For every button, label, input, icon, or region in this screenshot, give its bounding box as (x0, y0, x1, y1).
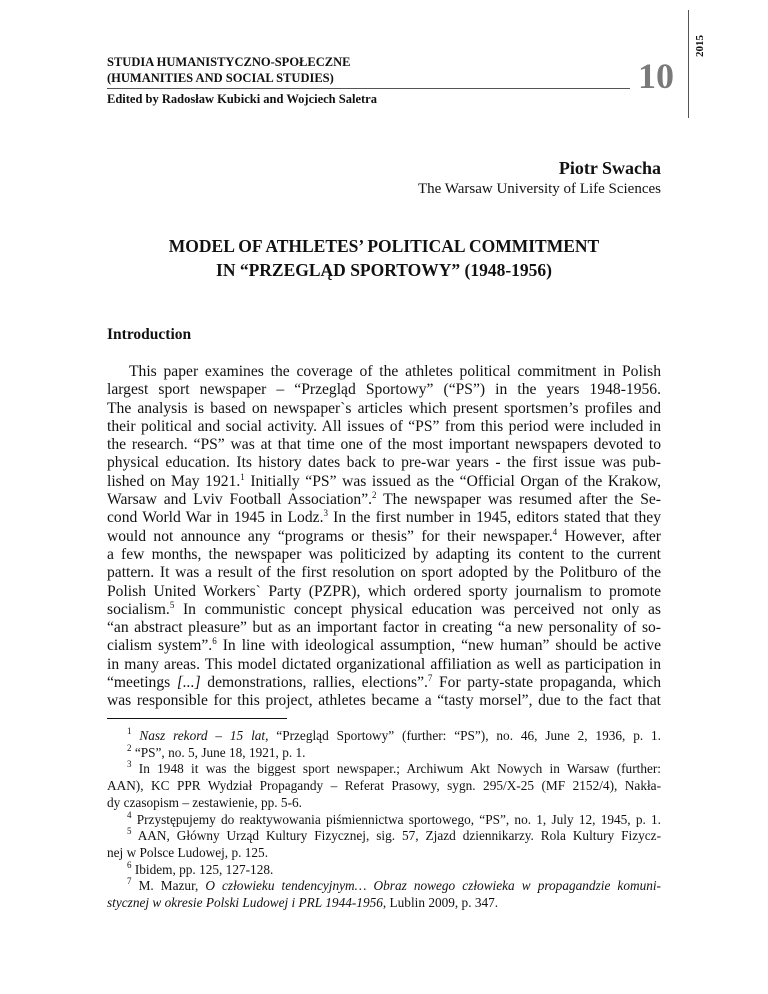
footnote-ref: 5 (169, 599, 175, 610)
author-affiliation: The Warsaw University of Life Sciences (417, 181, 661, 197)
body-line: physical education. Its history dates back to pre-war years - the first issue was pub- (107, 454, 661, 472)
footnote-ref: 1 (240, 471, 245, 482)
footnote-1 (107, 728, 661, 745)
footnote-text: In 1948 it was the biggest sport newspaper.; Archiwum Akt Nowych in Warsaw (further: (138, 761, 661, 777)
footnote-2 (107, 742, 661, 762)
footnote-7-cont (107, 895, 661, 912)
footnote-number: 3 (127, 759, 132, 770)
text-run: For party-state propaganda, which (432, 674, 661, 692)
text-run: Initially “PS” was issued as the “Official Organ of the Krakow, (244, 472, 661, 490)
text-run: lished on May 1921. (107, 472, 241, 490)
header-rule (107, 88, 630, 89)
text-run: Warsaw and Lviv Football Association”. (107, 491, 373, 509)
footnote-text: Przystępujemy do reaktywowania piśmiennictwa sportowego, “PS”, no. 1, July 12, 1945, p. 1. (136, 811, 661, 827)
footnote-text: AAN, Główny Urząd Kultury Fizycznej, sig. 57, Zjazd dziennikarzy. Rola Kultury Fizycz- (137, 828, 662, 844)
text-run: cond World War in 1945 in Lodz. (107, 509, 324, 527)
text-run: “meetings (107, 674, 177, 692)
journal-title-english: (HUMANITIES AND SOCIAL STUDIES) (107, 71, 334, 85)
author-name: Piotr Swacha (558, 158, 661, 178)
footnote-ref: 2 (372, 490, 377, 501)
body-line: largest sport newspaper – “Przegląd Sportowy” (“PS”) in the years 1948-1956. (107, 381, 661, 399)
body-line: a few months, the newspaper was politicized by adapting its content to the current (107, 545, 661, 563)
text-run: In communistic concept physical education was perceived not only as (174, 600, 661, 618)
text-run: cialism system”. (107, 637, 213, 655)
body-line: the research. “PS” was at that time one of the most important newspapers devoted to (107, 436, 661, 454)
text-run: demonstrations, rallies, elections”. (200, 674, 428, 692)
footnote-text: Ibidem, pp. 125, 127-128. (134, 861, 274, 877)
footnote-ref: 4 (552, 526, 558, 537)
footnote-number: 4 (127, 809, 132, 820)
footnote-rule (107, 718, 287, 719)
body-line: their political and social activity. All issues of “PS” from this period were included in (107, 417, 661, 435)
body-line: pattern. It was a result of the first resolution on sport adopted by the Politburo of the (107, 564, 661, 582)
body-line (107, 509, 661, 527)
footnote-text: , “Przegląd Sportowy” (further: “PS”), no. 46, June 2, 1936, p. 1. (265, 728, 661, 743)
ellipsis-italic: [...] (176, 674, 201, 692)
footnote-number: 6 (127, 859, 132, 870)
footnote-3-cont: dy czasopism – zestawienie, pp. 5-6. (107, 794, 302, 810)
footnote-number: 7 (127, 876, 132, 887)
text-run: However, after (557, 527, 661, 545)
text-run: In line with ideological assumption, “new human” should be active (216, 637, 661, 655)
body-line: “an abstract pleasure” but as an important factor in creating “a new personality of so- (107, 619, 661, 637)
footnote-text: , Lublin 2009, p. 347. (382, 895, 499, 911)
body-line: This paper examines the coverage of the athletes political commitment in Polish (129, 363, 661, 380)
body-line (107, 674, 661, 692)
text-run: would not announce any “programs or thesis” for their newspaper. (107, 527, 553, 545)
body-line: The analysis is based on newspaper`s articles which present sportsmen’s profiles and (107, 399, 661, 417)
title-line-1: MODEL OF ATHLETES’ POLITICAL COMMITMENT (168, 236, 600, 256)
section-heading: Introduction (107, 326, 192, 343)
body-line: was responsible for this project, athletes became a “tasty morsel”, due to the fact that (107, 692, 661, 710)
text-run: The newspaper was resumed after the Se- (376, 491, 661, 509)
footnote-3 (107, 761, 661, 778)
footnote-ref: 3 (323, 508, 328, 519)
issue-year: 2015 (694, 35, 706, 57)
text-run: In the first number in 1945, editors stated that they (327, 509, 661, 527)
footnotes (107, 728, 661, 912)
body-line: Polish United Workers` Party (PZPR), which ordered sporty journalism to promote (107, 582, 661, 600)
footnote-7 (107, 878, 661, 895)
body-line (107, 491, 661, 509)
article-title (107, 234, 661, 282)
title-line-2: IN “PRZEGLĄD SPORTOWY” (1948-1956) (216, 260, 552, 280)
editors-line: Edited by Radosław Kubicki and Wojciech Saletra (107, 92, 377, 106)
footnote-italic: O człowieku tendencyjnym… Obraz nowego człowieka w propagandzie komuni- (205, 878, 661, 894)
footnote-3-cont: AAN), KC PPR Wydział Propagandy – Referat Prasowy, sygn. 295/X-25 (MF 2152/4), Nakła- (107, 778, 661, 794)
header-vertical-rule (688, 10, 689, 118)
footnote-5 (107, 828, 661, 845)
footnote-6 (107, 859, 661, 879)
footnote-ref: 7 (427, 673, 433, 684)
journal-title: STUDIA HUMANISTYCZNO-SPOŁECZNE (107, 55, 351, 69)
footnote-5-cont: nej w Polsce Ludowej, p. 125. (107, 844, 269, 860)
footnote-italic: stycznej w okresie Polski Ludowej i PRL 1944-1956 (107, 895, 383, 911)
issue-number: 10 (638, 56, 674, 96)
body-line (107, 528, 661, 546)
body-line (107, 637, 661, 655)
footnote-number: 5 (127, 826, 132, 837)
footnote-number: 2 (127, 742, 132, 753)
body-line (107, 601, 661, 619)
footnote-text: M. Mazur, (138, 878, 206, 894)
body-text (107, 363, 661, 711)
body-line: in many areas. This model dictated organizational affiliation as well as participation in (107, 655, 661, 673)
footnote-4 (107, 809, 661, 829)
footnote-italic: Nasz rekord – 15 lat (139, 728, 266, 743)
body-line (107, 473, 661, 491)
footnote-ref: 6 (212, 636, 217, 647)
footnote-text: “PS”, no. 5, June 18, 1921, p. 1. (134, 744, 306, 760)
text-run: socialism. (107, 600, 170, 618)
footnote-number: 1 (127, 726, 132, 736)
